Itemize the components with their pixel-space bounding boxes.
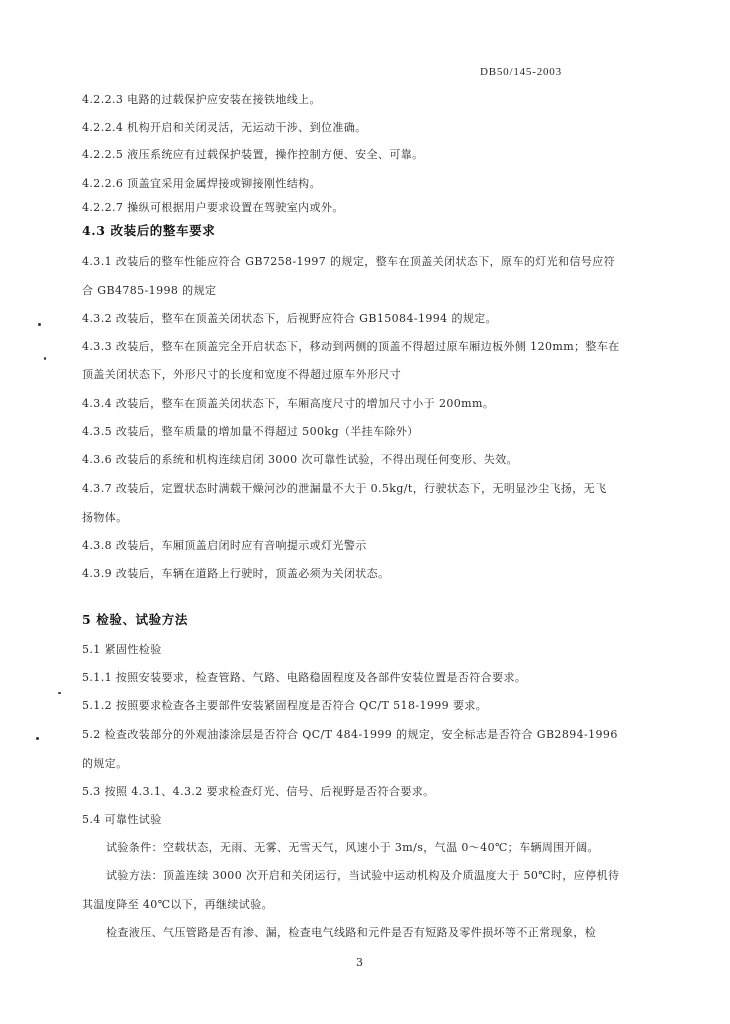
clause-5-3: 5.3 按照 4.3.1、4.3.2 要求检查灯光、信号、后视野是否符合要求。 — [82, 785, 435, 798]
clause-4-3-2: 4.3.2 改装后，整车在顶盖关闭状态下，后视野应符合 GB15084-1994 的规定。 — [82, 312, 498, 325]
clause-4-2-2-5: 4.2.2.5 液压系统应有过载保护装置，操作控制方便、安全、可靠。 — [82, 148, 424, 161]
section-heading-5: 5 检验、试验方法 — [82, 613, 188, 627]
clause-5-1-1: 5.1.1 按照安装要求，检查管路、气路、电路稳固程度及各部件安装位置是否符合要求。 — [82, 671, 527, 684]
document-code: DB50/145-2003 — [480, 66, 562, 78]
clause-4-3-8: 4.3.8 改装后，车厢顶盖启闭时应有音响提示或灯光警示 — [82, 539, 367, 552]
clause-4-3-6: 4.3.6 改装后的系统和机构连续启闭 3000 次可靠性试验，不得出现任何变形、失效。 — [82, 453, 519, 466]
clause-5-2: 5.2 检查改装部分的外观油漆涂层是否符合 QC/T 484-1999 的规定，安全标志是否符合 GB2894-1996 — [82, 728, 618, 741]
scan-speck — [38, 323, 41, 326]
clause-4-3-5: 4.3.5 改装后，整车质量的增加量不得超过 500kg（半挂车除外） — [82, 425, 419, 438]
section-heading-4-3: 4.3 改装后的整车要求 — [82, 224, 216, 238]
clause-4-3-1-cont: 合 GB4785-1998 的规定 — [82, 284, 217, 297]
clause-4-3-9: 4.3.9 改装后，车辆在道路上行驶时，顶盖必须为关闭状态。 — [82, 567, 390, 580]
scan-speck — [58, 692, 61, 694]
clause-4-3-7-cont: 扬物体。 — [82, 511, 128, 524]
clause-4-3-1: 4.3.1 改装后的整车性能应符合 GB7258-1997 的规定，整车在顶盖关闭状态下，原车的灯光和信号应符 — [82, 255, 616, 268]
clause-5-2-cont: 的规定。 — [82, 757, 128, 770]
page-number: 3 — [356, 956, 363, 969]
clause-5-4: 5.4 可靠性试验 — [82, 813, 162, 826]
clause-4-3-4: 4.3.4 改装后，整车在顶盖关闭状态下，车厢高度尺寸的增加尺寸小于 200mm。 — [82, 397, 495, 410]
clause-4-2-2-7: 4.2.2.7 操纵可根据用户要求设置在驾驶室内或外。 — [82, 201, 344, 214]
scan-speck — [36, 737, 39, 740]
clause-4-3-7: 4.3.7 改装后，定置状态时满载干燥河沙的泄漏量不大于 0.5kg/t，行驶状态下，无明显沙尘飞扬，无飞 — [82, 482, 607, 495]
clause-4-3-3-cont: 顶盖关闭状态下，外形尺寸的长度和宽度不得超过原车外形尺寸 — [82, 368, 402, 381]
clause-5-1-2: 5.1.2 按照要求检查各主要部件安装紧固程度是否符合 QC/T 518-1999 要求。 — [82, 699, 488, 712]
clause-4-2-2-6: 4.2.2.6 顶盖宜采用金属焊接或铆接刚性结构。 — [82, 177, 321, 190]
inspection-note: 检查液压、气压管路是否有渗、漏，检查电气线路和元件是否有短路及零件损坏等不正常现象，检 — [106, 926, 597, 939]
clause-5-1: 5.1 紧固性检验 — [82, 643, 162, 656]
clause-4-2-2-4: 4.2.2.4 机构开启和关闭灵活，无运动干涉、到位准确。 — [82, 121, 367, 134]
test-conditions: 试验条件：空载状态，无雨、无雾、无雪天气，风速小于 3m/s，气温 0～40℃；车辆周围开阔。 — [106, 841, 599, 854]
scan-speck — [44, 357, 46, 360]
test-method: 试验方法：顶盖连续 3000 次开启和关闭运行，当试验中运动机构及介质温度大于 50℃时，应停机待 — [106, 869, 620, 882]
clause-4-3-3: 4.3.3 改装后，整车在顶盖完全开启状态下，移动到两侧的顶盖不得超过原车厢边板外侧 120mm；整车在 — [82, 340, 620, 353]
clause-4-2-2-3: 4.2.2.3 电路的过载保护应安装在接铁地线上。 — [82, 93, 321, 106]
test-method-cont: 其温度降至 40℃以下，再继续试验。 — [82, 898, 273, 911]
